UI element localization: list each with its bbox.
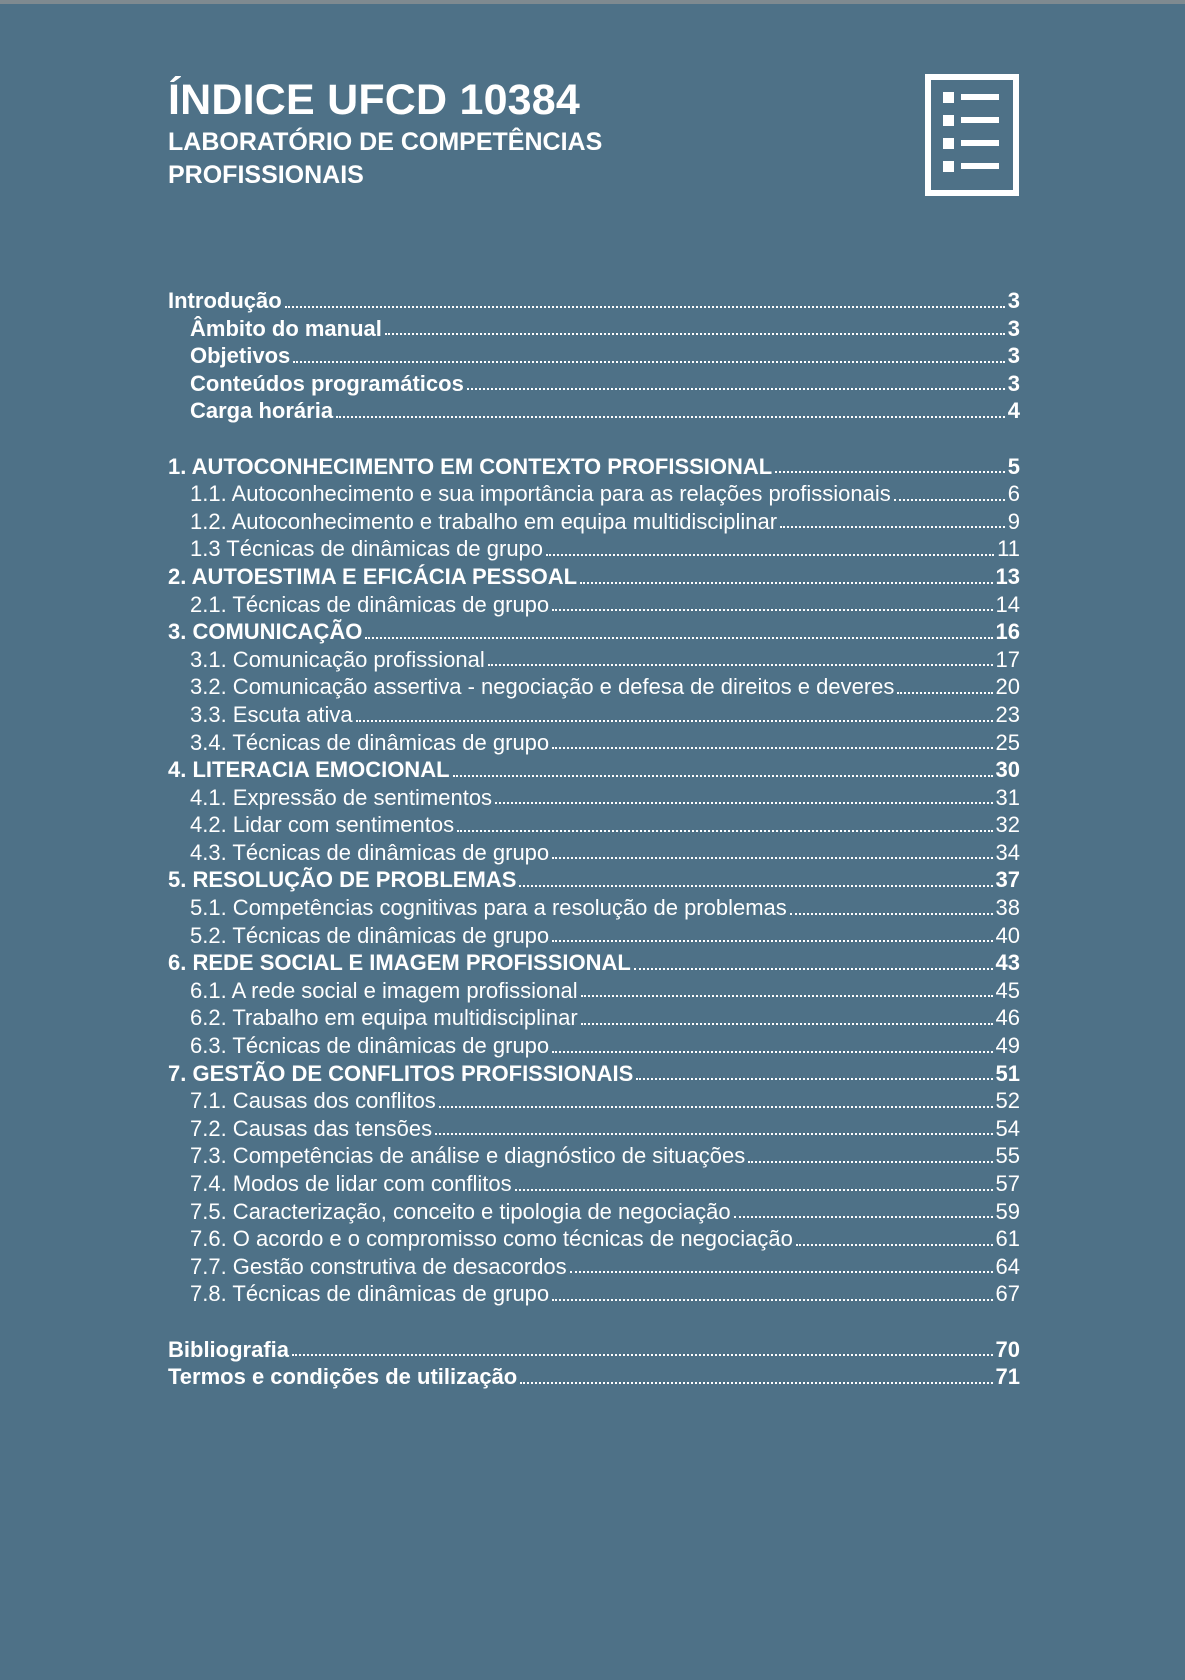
toc-dot-leader [495,802,992,804]
toc-page-number: 34 [995,839,1020,865]
toc-entry-label: 7. GESTÃO DE CONFLITOS PROFISSIONAIS [168,1060,634,1086]
toc-page-number: 4 [1007,398,1020,424]
toc-page-number: 3 [1007,370,1020,396]
toc-page-number: 16 [995,619,1020,645]
toc-page-number: 70 [995,1336,1020,1362]
toc-section-entry[interactable] [168,784,1020,812]
toc-section-entry[interactable] [168,1004,1020,1032]
toc-entry-label: 7.7. Gestão construtiva de desacordos [190,1253,567,1279]
toc-dot-leader [515,1189,993,1191]
toc-page-number: 59 [995,1198,1020,1224]
toc-page-number: 64 [995,1253,1020,1279]
toc-section-entry[interactable] [168,894,1020,922]
toc-page-number: 5 [1007,453,1020,479]
toc-dot-leader [775,471,1005,473]
toc-entry-label: 5.1. Competências cognitivas para a resolução de problemas [190,895,787,921]
toc-dot-leader [748,1161,992,1163]
toc-dot-leader [435,1133,992,1135]
toc-section-entry[interactable] [168,922,1020,950]
toc-dot-leader [790,913,993,915]
toc-dot-leader [634,968,993,970]
toc-page-number: 57 [995,1171,1020,1196]
toc-page-number: 49 [995,1033,1020,1059]
toc-section-entry[interactable] [168,1198,1020,1226]
toc-section-entry[interactable] [168,397,1020,425]
toc-section-entry[interactable] [168,591,1020,619]
toc-dot-leader [636,1078,992,1080]
toc-entry-label: 2.1. Técnicas de dinâmicas de grupo [190,591,550,617]
toc-entry-label: 6.3. Técnicas de dinâmicas de grupo [190,1033,550,1059]
toc-dot-leader [552,747,992,749]
toc-chapter-entry[interactable] [168,1060,1020,1088]
toc-page-number: 13 [995,563,1020,589]
toc-dot-leader [519,885,992,887]
toc-dot-leader [292,1354,993,1356]
toc-page-number: 52 [995,1088,1020,1114]
toc-section-entry[interactable] [168,1087,1020,1115]
toc-entry-label: 7.5. Caracterização, conceito e tipologia de negociação [190,1198,731,1224]
toc-section-entry[interactable] [168,370,1020,398]
toc-entry-label: 7.8. Técnicas de dinâmicas de grupo [190,1281,550,1307]
toc-entry-label: 7.1. Causas dos conflitos [190,1088,436,1114]
toc-dot-leader [894,499,1005,501]
toc-entry-label: 1.2. Autoconhecimento e trabalho em equipa multidisciplinar [190,508,778,534]
toc-page-number: 71 [995,1364,1020,1390]
toc-page-number: 61 [995,1226,1020,1252]
toc-dot-leader [453,775,993,777]
toc-section-entry[interactable] [168,535,1020,563]
toc-entry-label: Bibliografia [168,1336,290,1362]
toc-entry-label: 1.3 Técnicas de dinâmicas de grupo [190,536,544,562]
toc-section-entry[interactable] [168,811,1020,839]
toc-page-number: 32 [995,812,1020,838]
toc-chapter-entry[interactable] [168,1336,1020,1364]
toc-dot-leader [897,692,992,694]
toc-entry-label: Carga horária [190,398,334,424]
toc-dot-leader [365,637,992,639]
toc-dot-leader [467,388,1005,390]
toc-page-number: 54 [995,1115,1020,1141]
toc-dot-leader [336,416,1005,418]
toc-entry-label: 3.3. Escuta ativa [190,701,353,727]
toc-dot-leader [457,830,992,832]
toc-dot-leader [285,306,1005,308]
toc-entry-label: 5. RESOLUÇÃO DE PROBLEMAS [168,867,517,893]
toc-chapter-entry[interactable] [168,949,1020,977]
toc-page-number: 20 [995,674,1020,700]
toc-section-entry[interactable] [168,1225,1020,1253]
toc-entry-label: 7.3. Competências de análise e diagnóstico de situações [190,1143,746,1169]
toc-dot-leader [552,857,992,859]
toc-section-entry[interactable] [168,839,1020,867]
toc-page-number: 45 [995,977,1020,1003]
toc-chapter-entry[interactable] [168,866,1020,894]
toc-dot-leader [293,361,1005,363]
toc-page-number: 3 [1007,288,1020,313]
page-subtitle: LABORATÓRIO DE COMPETÊNCIAS PROFISSIONAIS [168,128,603,189]
toc-entry-label: 4.1. Expressão de sentimentos [190,784,493,810]
toc-chapter-entry[interactable] [168,453,1020,481]
toc-entry-label: 4.3. Técnicas de dinâmicas de grupo [190,839,550,865]
toc-section-entry[interactable] [168,1142,1020,1170]
toc-dot-leader [546,554,994,556]
toc-page-number: 3 [1007,343,1020,369]
toc-section-entry[interactable] [168,673,1020,701]
toc-entry-label: Âmbito do manual [190,315,382,341]
toc-page-number: 17 [995,646,1020,672]
toc-page-number: 30 [995,757,1020,783]
toc-chapter-entry[interactable] [168,756,1020,784]
toc-dot-leader [570,1271,993,1273]
toc-entry-label: 6. REDE SOCIAL E IMAGEM PROFISSIONAL [168,950,631,976]
toc-entry-label: 5.2. Técnicas de dinâmicas de grupo [190,922,550,948]
toc-dot-leader [580,582,992,584]
toc-dot-leader [552,940,992,942]
toc-dot-leader [734,1216,993,1218]
toc-entry-label: 3.1. Comunicação profissional [190,646,485,672]
toc-entry-label: 6.1. A rede social e imagem profissional [190,977,578,1003]
toc-page-number: 31 [995,784,1020,810]
toc-entry-label: Conteúdos programáticos [190,370,464,396]
toc-page-number: 46 [995,1005,1020,1031]
toc-dot-leader [439,1106,993,1108]
toc-entry-label: 3.4. Técnicas de dinâmicas de grupo [190,729,550,755]
toc-chapter-entry[interactable] [168,563,1020,591]
toc-page-number: 43 [995,950,1020,976]
toc-page-number: 40 [995,922,1020,948]
toc-page-number: 23 [995,701,1020,727]
toc-entry-label: 4.2. Lidar com sentimentos [190,812,455,838]
toc-page-number: 9 [1007,508,1020,534]
toc-entry-label: 6.2. Trabalho em equipa multidisciplinar [190,1005,578,1031]
toc-dot-leader [552,1051,992,1053]
toc-page-number: 37 [995,867,1020,893]
toc-entry-label: 2. AUTOESTIMA E EFICÁCIA PESSOAL [168,563,578,589]
toc-chapter-entry[interactable] [168,1363,1020,1391]
toc-dot-leader [552,609,992,611]
toc-entry-label: 1.1. Autoconhecimento e sua importância para as relações profissionais [190,481,891,507]
toc-entry-label: 7.2. Causas das tensões [190,1115,433,1141]
toc-dot-leader [581,1023,993,1025]
toc-section-entry[interactable] [168,508,1020,536]
toc-dot-leader [385,333,1005,335]
toc-entry-label: 1. AUTOCONHECIMENTO EM CONTEXTO PROFISSIONAL [168,453,773,479]
toc-dot-leader [356,720,993,722]
toc-page-number: 55 [995,1143,1020,1169]
toc-dot-leader [552,1299,992,1301]
toc-chapter-entry[interactable] [168,287,1020,315]
toc-chapter-entry[interactable] [168,618,1020,646]
toc-section-entry[interactable] [168,1280,1020,1308]
toc-page-number: 11 [997,536,1020,562]
toc-section-entry[interactable] [168,646,1020,674]
toc-page-number: 51 [995,1060,1020,1086]
toc-page-number: 3 [1007,315,1020,341]
page-title: ÍNDICE UFCD 10384 [168,76,581,124]
toc-dot-leader [581,995,993,997]
toc-page-number: 67 [995,1281,1020,1307]
toc-section-entry[interactable] [168,480,1020,508]
toc-entry-label: 4. LITERACIA EMOCIONAL [168,757,450,783]
toc-section-entry[interactable] [168,729,1020,757]
toc-dot-leader [520,1382,992,1384]
table-of-contents-icon [925,74,1019,196]
toc-page-number: 25 [995,729,1020,755]
toc-section-entry[interactable] [168,977,1020,1005]
toc-page-number: 38 [995,895,1020,921]
table-of-contents [168,287,1020,1391]
toc-section-entry[interactable] [168,1253,1020,1281]
toc-dot-leader [780,526,1005,528]
top-border [0,0,1185,4]
toc-section-entry[interactable] [168,1170,1020,1198]
toc-section-entry[interactable] [168,701,1020,729]
toc-page-number: 14 [995,591,1020,617]
toc-entry-label: Termos e condições de utilização [168,1364,518,1390]
toc-section-entry[interactable] [168,342,1020,370]
toc-entry-label: Introdução [168,288,282,313]
toc-dot-leader [796,1244,993,1246]
toc-page-number: 6 [1007,481,1020,507]
toc-entry-label: 7.6. O acordo e o compromisso como técnicas de negociação [190,1226,793,1252]
page-header [168,74,788,192]
toc-section-entry[interactable] [168,315,1020,343]
toc-dot-leader [488,664,993,666]
toc-entry-label: 3.2. Comunicação assertiva - negociação e defesa de direitos e deveres [190,674,895,700]
toc-entry-label: 3. COMUNICAÇÃO [168,619,363,645]
toc-entry-label: 7.4. Modos de lidar com conflitos [190,1171,512,1196]
toc-entry-label: Objetivos [190,343,291,369]
toc-section-entry[interactable] [168,1115,1020,1143]
toc-section-entry[interactable] [168,1032,1020,1060]
